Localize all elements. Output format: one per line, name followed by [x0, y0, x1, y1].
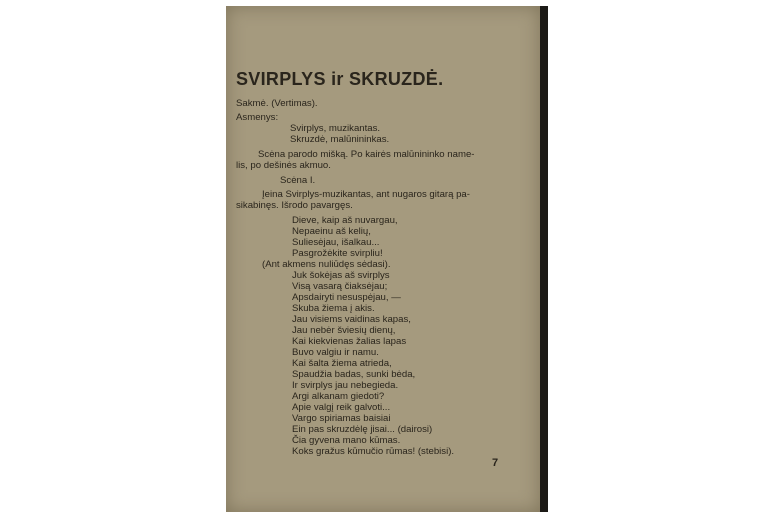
verse-line: Juk šokėjas aš svirplys	[292, 270, 390, 281]
verse-line: Koks gražus kūmučio rūmas! (stebisi).	[292, 446, 455, 457]
verse-line: Dieve, kaip aš nuvargau,	[292, 215, 398, 226]
verse-line: Suliesėjau, išalkau...	[292, 237, 380, 248]
verse-line: Jau visiems vaidinas kapas,	[292, 314, 411, 325]
verse-line: Ein pas skruzdėlę jisai... (dairosi)	[292, 424, 433, 435]
scene-description-line: lis, po dešinės akmuo.	[236, 160, 331, 171]
verse-line: Jau nebėr šviesių dienų,	[292, 325, 396, 336]
book-page	[226, 6, 540, 512]
verse-line: Nepaeinu aš kelių,	[292, 226, 371, 237]
verse-line: Visą vasarą čiaksėjau;	[292, 281, 388, 292]
page-title: SVIRPLYS ir SKRUZDĖ.	[236, 69, 444, 89]
scene-description-line: Scėna parodo mišką. Po kairės malūnininko name-	[258, 149, 475, 160]
person-line: Svirplys, muzikantas.	[290, 123, 381, 134]
verse-line: Čia gyvena mano kūmas.	[292, 435, 401, 446]
verse-line: Kai kiekvienas žalias lapas	[292, 336, 407, 347]
scene-heading: Scėna I.	[280, 175, 316, 186]
verse-line: Kai šalta žiema atrieda,	[292, 358, 392, 369]
verse-line: Buvo valgiu ir namu.	[292, 347, 379, 358]
verse-line: Apsdairyti nesuspėjau, —	[292, 292, 401, 303]
page-number: 7	[492, 457, 499, 469]
verse-line: Argi alkanam giedoti?	[292, 391, 385, 402]
verse-line: Skuba žiema į akis.	[292, 303, 375, 314]
stage-direction-line: (Ant akmens nuliūdęs sėdasi).	[262, 259, 391, 270]
stage-direction-line: Įeina Svirplys-muzikantas, ant nugaros gitarą pa-	[262, 189, 470, 200]
subtitle: Sakmė. (Vertimas).	[236, 98, 318, 109]
person-line: Skruzdė, malūnininkas.	[290, 134, 390, 145]
persons-heading: Asmenys:	[236, 112, 279, 123]
verse-line: Pasgrožėkite svirpliu!	[292, 248, 383, 259]
verse-line: Ir svirplys jau nebegieda.	[292, 380, 399, 391]
stage-direction-line: sikabinęs. Išrodo pavargęs.	[236, 200, 353, 211]
verse-line: Vargo spiriamas baisiai	[292, 413, 391, 424]
page-edge	[540, 6, 548, 512]
verse-line: Apie valgį reik galvoti...	[292, 402, 391, 413]
verse-line: Spaudžia badas, sunki bėda,	[292, 369, 416, 380]
